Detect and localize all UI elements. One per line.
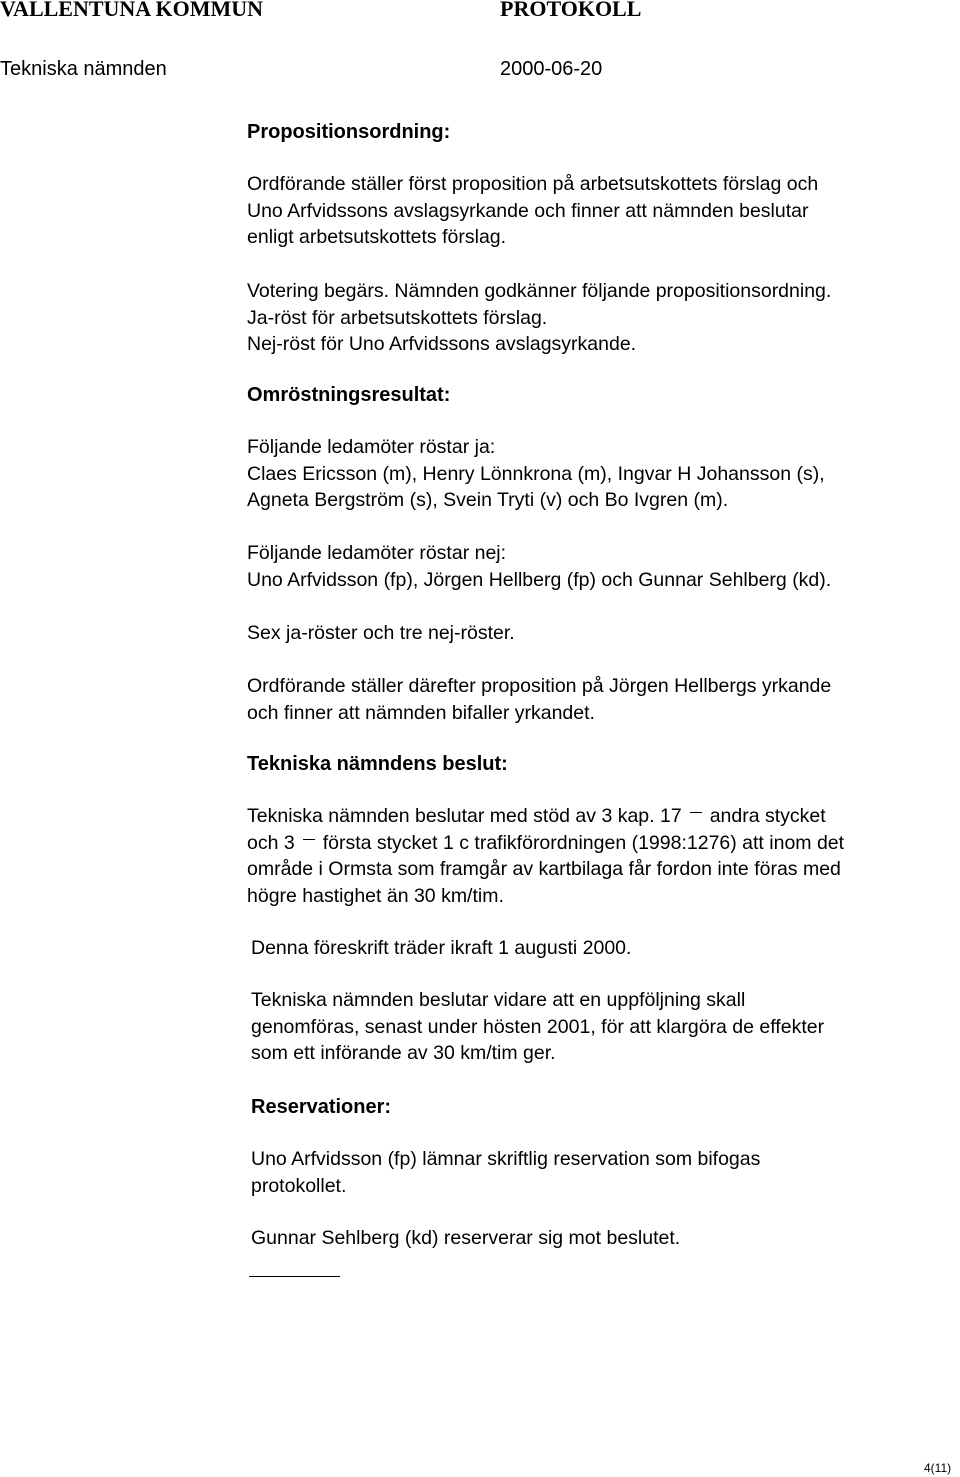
committee-name: Tekniska nämnden (0, 58, 167, 80)
text-fragment: Tekniska nämnden beslutar med stöd av 3 kap. 17 (247, 805, 682, 827)
decision-paragraph-1 (247, 803, 844, 909)
text-line: protokollet. (251, 1174, 347, 1197)
text-line: och finner att nämnden bifaller yrkandet. (247, 701, 595, 724)
text-fragment: första stycket 1 c trafikförordningen (1998:1276) att inom det (322, 831, 845, 854)
text-line: Ja-röst för arbetsutskottets förslag. (247, 306, 548, 329)
text-line: Votering begärs. Nämnden godkänner följande propositionsordning. (247, 280, 832, 302)
propositions-paragraph-1 (247, 171, 818, 251)
yes-votes-paragraph (247, 434, 825, 514)
decision-paragraph-3 (251, 987, 824, 1067)
vote-result-heading: Omröstningsresultat: (247, 384, 451, 406)
page-number: 4(11) (924, 1461, 952, 1475)
text-line: Claes Ericsson (m), Henry Lönnkrona (m), Ingvar H Johansson (s), (247, 462, 825, 485)
text-line: Tekniska nämnden beslutar vidare att en uppföljning skall (251, 989, 746, 1011)
municipality-name: VALLENTUNA KOMMUN (0, 0, 264, 21)
section-mark (303, 839, 315, 840)
text-line: Nej-röst för Uno Arfvidssons avslagsyrkande. (247, 333, 637, 355)
decision-heading: Tekniska nämndens beslut: (247, 753, 508, 775)
reservations-heading: Reservationer: (251, 1096, 392, 1118)
text-line (247, 803, 844, 830)
text-line: högre hastighet än 30 km/tim. (247, 884, 504, 907)
vote-tally: Sex ja-röster och tre nej-röster. (247, 622, 515, 644)
text-line: Uno Arfvidsson (fp) lämnar skriftlig reservation som bifogas (251, 1148, 761, 1170)
text-fragment: andra stycket (709, 805, 826, 827)
text-fragment: och 3 (247, 831, 295, 854)
section-mark (690, 812, 702, 813)
second-proposition-paragraph (247, 673, 831, 726)
text-line: Ordförande ställer därefter proposition på Jörgen Hellbergs yrkande (247, 675, 832, 697)
reservation-paragraph-1 (251, 1146, 760, 1199)
text-line: enligt arbetsutskottets förslag. (247, 226, 507, 248)
propositions-heading: Propositionsordning: (247, 121, 451, 143)
no-votes-paragraph (247, 540, 831, 593)
decision-paragraph-2: Denna föreskrift träder ikraft 1 augusti 2000. (251, 937, 632, 959)
text-line: Uno Arfvidssons avslagsyrkande och finner att nämnden beslutar (247, 199, 809, 222)
meeting-date: 2000-06-20 (500, 58, 603, 80)
text-line: genomföras, senast under hösten 2001, för att klargöra de effekter (251, 1015, 825, 1038)
text-line: som ett införande av 30 km/tim ger. (251, 1042, 556, 1064)
end-rule (249, 1276, 340, 1277)
document-type: PROTOKOLL (500, 0, 642, 21)
text-line: Följande ledamöter röstar ja: (247, 436, 496, 458)
propositions-paragraph-2 (247, 278, 831, 358)
text-line: Ordförande ställer först proposition på arbetsutskottets förslag och (247, 173, 819, 195)
text-line: Uno Arfvidsson (fp), Jörgen Hellberg (fp) och Gunnar Sehlberg (kd). (247, 568, 832, 591)
text-line: område i Ormsta som framgår av kartbilaga får fordon inte föras med (247, 858, 841, 880)
text-line: Agneta Bergström (s), Svein Tryti (v) och Bo Ivgren (m). (247, 489, 729, 511)
reservation-paragraph-2: Gunnar Sehlberg (kd) reserverar sig mot beslutet. (251, 1227, 681, 1249)
text-line (247, 830, 844, 857)
text-line: Följande ledamöter röstar nej: (247, 542, 507, 564)
